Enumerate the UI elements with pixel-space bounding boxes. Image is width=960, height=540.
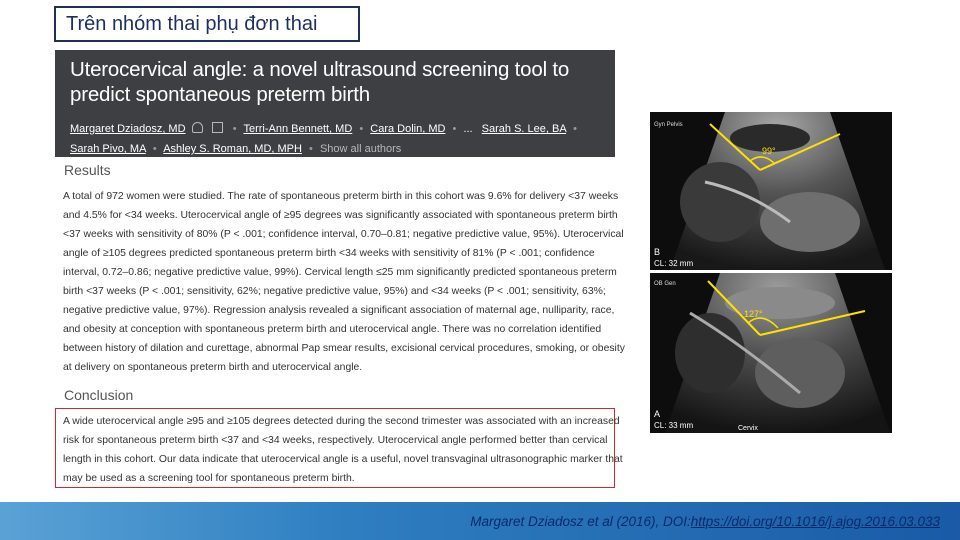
results-line: and 4.5% for <34 weeks. Uterocervical angle of ≥95 degrees was significantly associated with spontaneous preterm birth	[63, 210, 618, 221]
ultrasound-scan-bottom	[650, 273, 892, 433]
separator: •	[232, 123, 237, 135]
article-header	[55, 50, 615, 157]
author-link[interactable]: Cara Dolin, MD	[370, 123, 446, 135]
author-link[interactable]: Margaret Dziadosz, MD	[70, 123, 186, 135]
conclusion-line: risk for spontaneous preterm birth <37 and <34 weeks, respectively. Uterocervical angle performed better than cervical	[63, 435, 608, 446]
ultrasound-scan-top	[650, 112, 892, 270]
separator: •	[573, 123, 577, 135]
conclusion-text	[63, 412, 623, 488]
author-link[interactable]: Sarah S. Lee, BA	[481, 123, 567, 135]
article-title: Uterocervical angle: a novel ultrasound screening tool to predict spontaneous preterm birth	[70, 58, 570, 106]
author-link[interactable]: Terri-Ann Bennett, MD	[243, 123, 353, 135]
author-list	[70, 119, 610, 159]
separator: •	[152, 143, 157, 155]
results-line: angle of ≥105 degrees predicted spontaneous preterm birth <34 weeks with sensitivity of 81% (P < .001; confidence	[63, 248, 595, 259]
conclusion-line: A wide uterocervical angle ≥95 and ≥105 degrees detected during the second trimester was associated with an increased	[63, 416, 620, 427]
results-line: <37 weeks with sensitivity of 80% (P < .001; confidence interval, 0.70–0.81; negative predictive value, 95%). Uterocervical	[63, 229, 624, 240]
results-line: at delivery on spontaneous preterm birth and uterocervical angle.	[63, 362, 363, 373]
results-line: and obesity at conception with spontaneous preterm birth and uterocervical angle. There was no correlation identified	[63, 324, 602, 335]
panel-label-bottom: A	[654, 409, 661, 419]
results-line: interval, 0.72–0.86; negative predictive value, 99%). Cervical length ≤25 mm significantly predicted spontaneous preterm	[63, 267, 617, 278]
footer-bar	[0, 502, 960, 540]
slide-title: Trên nhóm thai phụ đơn thai	[66, 13, 318, 35]
email-icon[interactable]	[212, 122, 223, 133]
scan-tag-top: Gyn Pelvis	[654, 122, 683, 128]
author-link[interactable]: Ashley S. Roman, MD, MPH	[163, 143, 302, 155]
show-all-authors-link[interactable]: Show all authors	[319, 143, 402, 155]
author-link[interactable]: Sarah Pivo, MA	[70, 143, 146, 155]
slide-title-box	[54, 6, 360, 42]
separator: •	[309, 143, 313, 155]
ultrasound-image-top	[650, 112, 892, 270]
results-heading: Results	[64, 162, 111, 178]
person-icon	[192, 122, 203, 133]
separator: •	[359, 123, 364, 135]
citation-text: Margaret Dziadosz et al (2016), DOI:	[470, 514, 691, 529]
cl-label-top: CL: 32 mm	[654, 259, 694, 268]
conclusion-line: length in this cohort. Our data indicate that uterocervical angle is a useful, novel transvaginal ultrasonographic marker that	[63, 454, 623, 465]
cl-label-bottom: CL: 33 mm	[654, 421, 694, 430]
results-text	[63, 187, 625, 377]
ultrasound-image-bottom	[650, 273, 892, 433]
results-line: negative predictive value, 97%). Regression analysis revealed a significant association of maternal age, nulliparity, race,	[63, 305, 615, 316]
conclusion-line: may be used as a screening tool for spontaneous preterm birth.	[63, 473, 355, 484]
angle-label-bottom: 127°	[744, 309, 763, 319]
citation	[470, 514, 940, 529]
scan-tag-bottom: OB Gen	[654, 281, 676, 287]
separator: •	[452, 123, 457, 135]
conclusion-heading: Conclusion	[64, 387, 134, 403]
angle-label-top: 99°	[762, 146, 776, 156]
results-line: between history of dilation and curettage, abnormal Pap smear results, excisional cervical procedures, smoking, or obesity	[63, 343, 625, 354]
panel-label-top: B	[654, 247, 661, 257]
doi-link[interactable]: https://doi.org/10.1016/j.ajog.2016.03.033	[690, 514, 940, 529]
cervix-label: Cervix	[738, 425, 758, 432]
results-line: A total of 972 women were studied. The rate of spontaneous preterm birth in this cohort was 9.6% for delivery <37 weeks	[63, 191, 619, 202]
author-ellipsis: ...	[463, 123, 473, 135]
results-line: birth <37 weeks (P < .001; sensitivity, 62%; negative predictive value, 95%) and <34 weeks (P < .001; sensitivity, 63%;	[63, 286, 606, 297]
